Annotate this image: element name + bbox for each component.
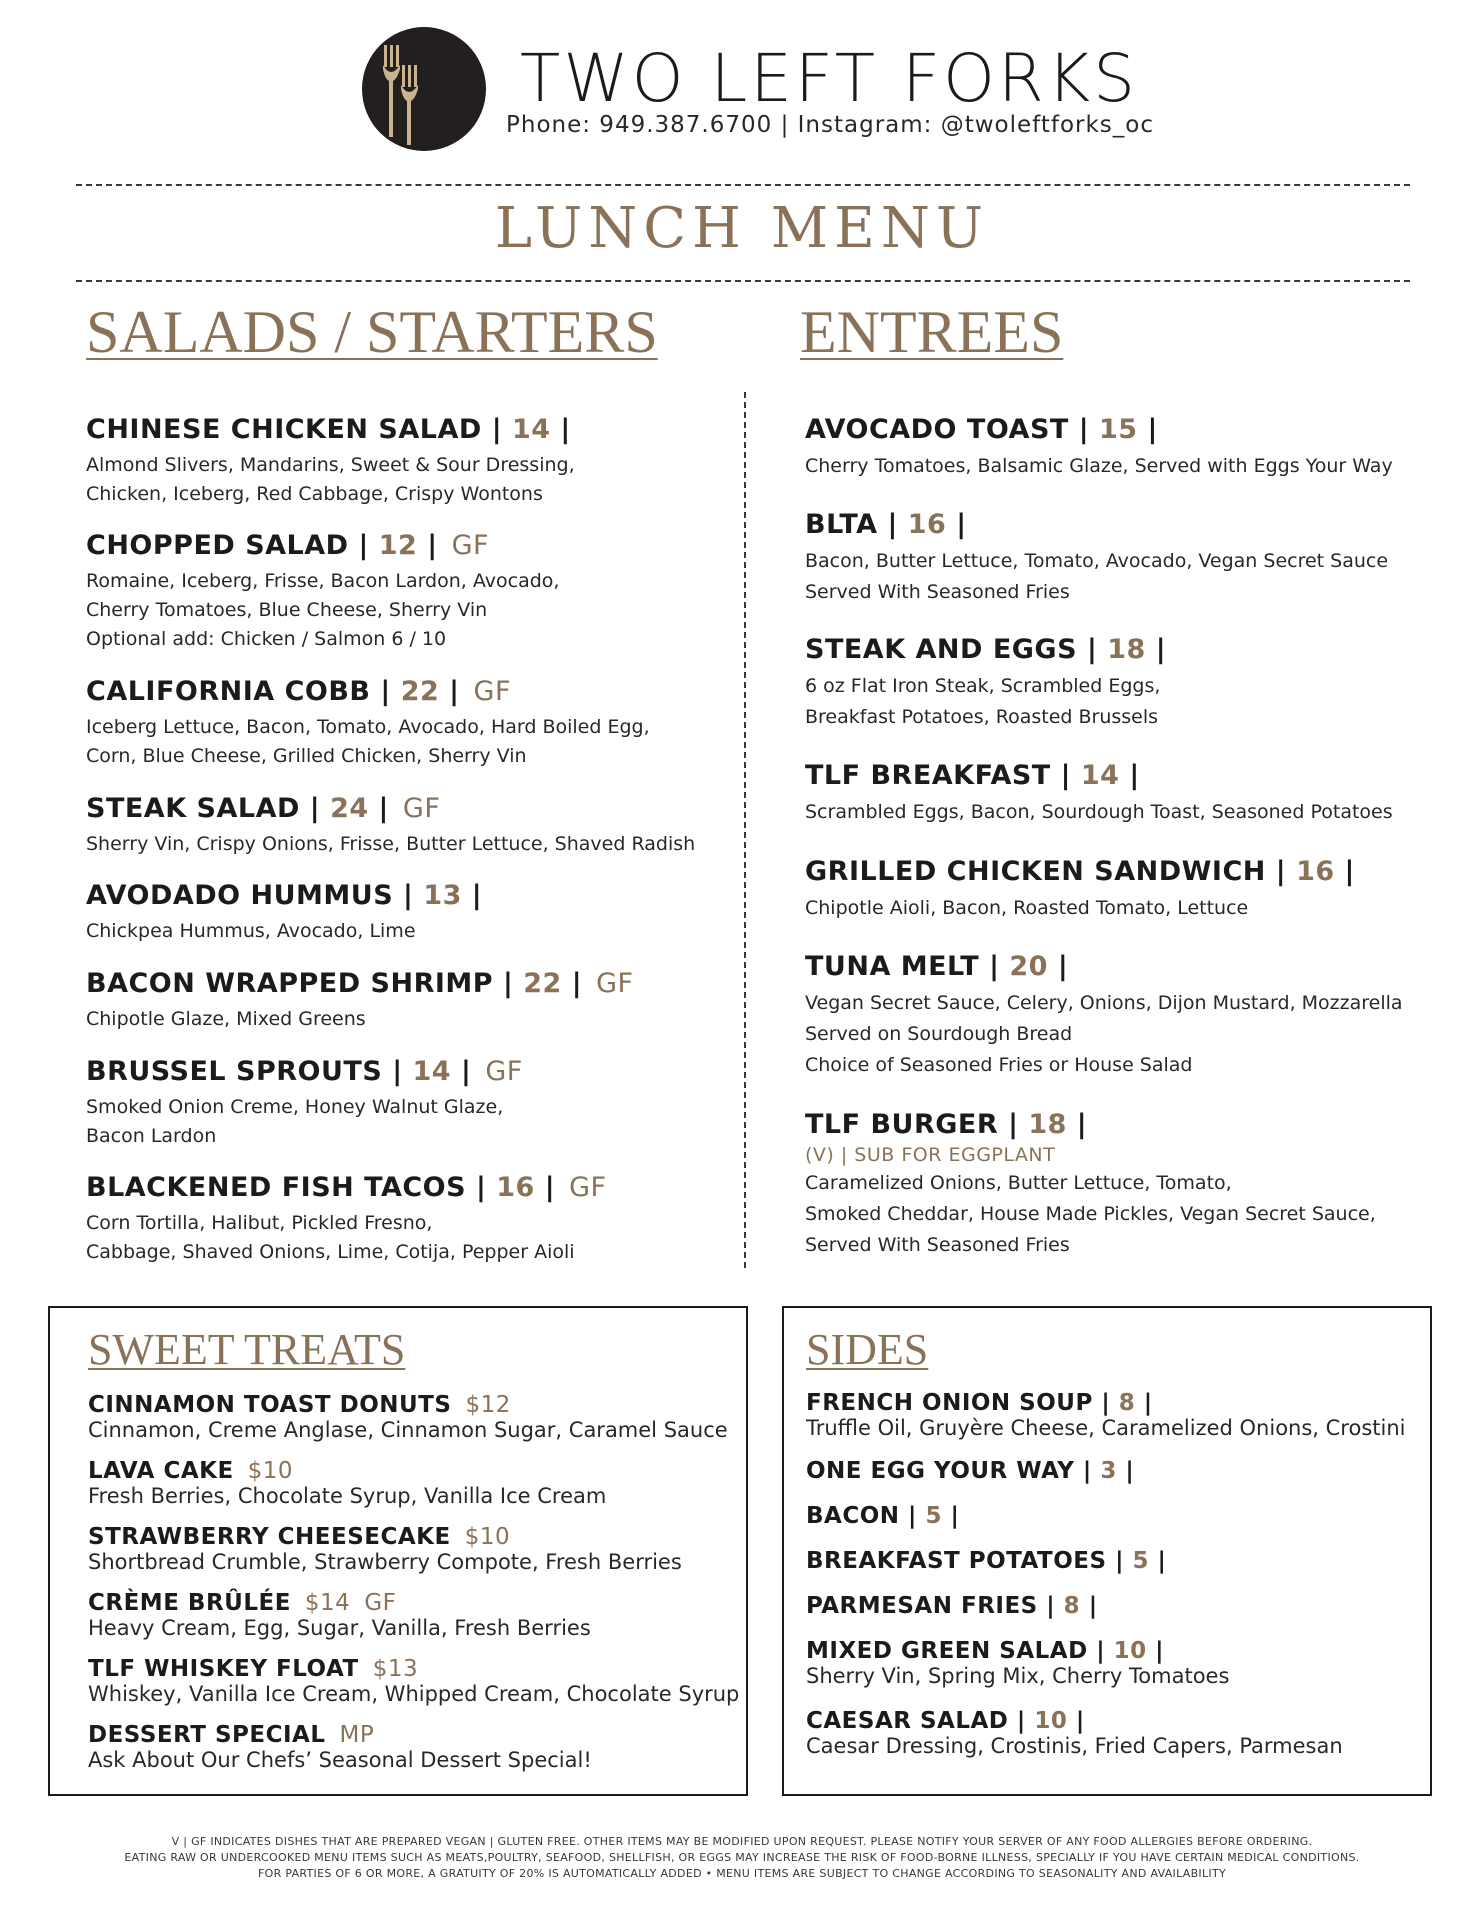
item-name: STEAK AND EGGS bbox=[805, 634, 1078, 665]
footer-line: V | GF INDICATES DISHES THAT ARE PREPARED VEGAN | GLUTEN FREE. OTHER ITEMS MAY BE MODIFIED UPON REQUEST. PLEASE NOTIFY YOUR SERVER OF ANY FOOD ALLERGIES BEFORE ORDERING. bbox=[171, 1835, 1313, 1848]
item-desc: Caesar Dressing, Crostinis, Fried Capers, Parmesan bbox=[806, 1734, 1343, 1758]
item-name: STRAWBERRY CHEESECAKE bbox=[88, 1524, 451, 1550]
item-name: BREAKFAST POTATOES bbox=[806, 1548, 1107, 1574]
column-divider bbox=[744, 392, 746, 1268]
item-price: 16 bbox=[496, 1172, 535, 1203]
item-desc: Cabbage, Shaved Onions, Lime, Cotija, Pepper Aioli bbox=[86, 1241, 575, 1263]
item-desc: Vegan Secret Sauce, Celery, Onions, Dijon Mustard, Mozzarella bbox=[805, 992, 1403, 1014]
side-item: PARMESAN FRIES | 8 | bbox=[806, 1593, 1098, 1619]
sides-title: SIDES bbox=[806, 1325, 929, 1374]
menu-item: TLF BURGER | 18 | (V) | SUB FOR EGGPLANT Caramelized Onions, Butter Lettuce, Tomato, Smoked Cheddar, House Made Pickles, Vegan Secret Sauce, Served With Seasoned Fries bbox=[805, 1109, 1484, 1261]
divider-bottom bbox=[76, 280, 1410, 282]
item-desc: Almond Slivers, Mandarins, Sweet & Sour Dressing, bbox=[86, 454, 575, 476]
side-item: CAESAR SALAD | 10 | Caesar Dressing, Crostinis, Fried Capers, Parmesan bbox=[806, 1708, 1343, 1758]
item-price: 15 bbox=[1099, 414, 1138, 445]
restaurant-name: TWO LEFT FORKS bbox=[520, 40, 1139, 117]
item-desc: Romaine, Iceberg, Frisse, Bacon Lardon, Avocado, bbox=[86, 570, 560, 592]
side-item: BREAKFAST POTATOES | 5 | bbox=[806, 1548, 1167, 1574]
item-desc: Heavy Cream, Egg, Sugar, Vanilla, Fresh Berries bbox=[88, 1616, 591, 1640]
item-name: CAESAR SALAD bbox=[806, 1708, 1009, 1734]
vegan-note: (V) | SUB FOR EGGPLANT bbox=[805, 1144, 1056, 1166]
item-price: 8 bbox=[1118, 1390, 1136, 1416]
item-price: 20 bbox=[1009, 951, 1048, 982]
item-price: 12 bbox=[378, 530, 418, 561]
item-price: 14 bbox=[511, 414, 551, 445]
item-price: 24 bbox=[330, 793, 369, 824]
item-price: 18 bbox=[1028, 1109, 1067, 1140]
item-name: TUNA MELT bbox=[805, 951, 980, 982]
menu-item: AVODADO HUMMUS | 13 | Chickpea Hummus, Avocado, Lime bbox=[86, 880, 786, 946]
gf-badge: GF bbox=[402, 793, 441, 824]
item-name: AVOCADO TOAST bbox=[805, 414, 1069, 445]
item-desc: Cinnamon, Creme Anglase, Cinnamon Sugar, Caramel Sauce bbox=[88, 1418, 728, 1442]
item-desc: Caramelized Onions, Butter Lettuce, Tomato, bbox=[805, 1172, 1232, 1194]
item-name: CHINESE CHICKEN SALAD bbox=[86, 414, 482, 445]
side-item: FRENCH ONION SOUP | 8 | Truffle Oil, Gruyère Cheese, Caramelized Onions, Crostini bbox=[806, 1390, 1406, 1440]
item-name: TLF BURGER bbox=[805, 1109, 999, 1140]
item-name: DESSERT SPECIAL bbox=[88, 1722, 326, 1748]
item-desc: Bacon, Butter Lettuce, Tomato, Avocado, Vegan Secret Sauce bbox=[805, 550, 1389, 572]
item-price: 14 bbox=[1080, 760, 1120, 791]
item-desc: Chipotle Glaze, Mixed Greens bbox=[86, 1008, 366, 1030]
menu-item: TUNA MELT | 20 | Vegan Secret Sauce, Celery, Onions, Dijon Mustard, Mozzarella Served on Sourdough Bread Choice of Seasoned Fries or House Salad bbox=[805, 951, 1484, 1081]
item-desc: Shortbread Crumble, Strawberry Compote, Fresh Berries bbox=[88, 1550, 682, 1574]
gf-badge: GF bbox=[364, 1590, 397, 1616]
item-desc: 6 oz Flat Iron Steak, Scrambled Eggs, bbox=[805, 675, 1161, 697]
item-name: PARMESAN FRIES bbox=[806, 1593, 1038, 1619]
menu-item: CHINESE CHICKEN SALAD | 14 | Almond Slivers, Mandarins, Sweet & Sour Dressing, Chicken, Iceberg, Red Cabbage, Crispy Wontons bbox=[86, 414, 786, 509]
gf-badge: GF bbox=[473, 676, 511, 707]
item-name: LAVA CAKE bbox=[88, 1458, 234, 1484]
sides-box bbox=[782, 1306, 1432, 1796]
item-desc: Fresh Berries, Chocolate Syrup, Vanilla Ice Cream bbox=[88, 1484, 607, 1508]
item-desc: Served With Seasoned Fries bbox=[805, 1234, 1070, 1256]
item-desc: Corn, Blue Cheese, Grilled Chicken, Sherry Vin bbox=[86, 745, 527, 767]
gf-badge: GF bbox=[485, 1056, 523, 1087]
item-name: TLF BREAKFAST bbox=[805, 760, 1051, 791]
item-price: 10 bbox=[1034, 1708, 1068, 1734]
item-desc: Smoked Cheddar, House Made Pickles, Vegan Secret Sauce, bbox=[805, 1203, 1376, 1225]
item-price: 16 bbox=[1296, 856, 1335, 887]
item-price: $10 bbox=[464, 1524, 511, 1550]
item-desc: Chicken, Iceberg, Red Cabbage, Crispy Wontons bbox=[86, 483, 543, 505]
item-price: $13 bbox=[372, 1656, 419, 1682]
item-name: CINNAMON TOAST DONUTS bbox=[88, 1392, 452, 1418]
menu-item: GRILLED CHICKEN SANDWICH | 16 | Chipotle Aioli, Bacon, Roasted Tomato, Lettuce bbox=[805, 856, 1484, 924]
item-desc: Choice of Seasoned Fries or House Salad bbox=[805, 1054, 1193, 1076]
item-name: BACON bbox=[806, 1503, 900, 1529]
item-name: MIXED GREEN SALAD bbox=[806, 1638, 1088, 1664]
item-price: 22 bbox=[523, 968, 562, 999]
item-name: CRÈME BRÛLÉE bbox=[88, 1590, 291, 1616]
item-price: 5 bbox=[1132, 1548, 1150, 1574]
item-desc: Cherry Tomatoes, Blue Cheese, Sherry Vin bbox=[86, 599, 488, 621]
item-name: BLACKENED FISH TACOS bbox=[86, 1172, 467, 1203]
menu-header bbox=[0, 0, 1484, 170]
item-desc: Bacon Lardon bbox=[86, 1125, 217, 1147]
item-desc: Scrambled Eggs, Bacon, Sourdough Toast, Seasoned Potatoes bbox=[805, 801, 1393, 823]
item-desc: Chickpea Hummus, Avocado, Lime bbox=[86, 920, 416, 942]
gf-badge: GF bbox=[451, 530, 490, 561]
menu-item: BLACKENED FISH TACOS | 16 | GF Corn Tortilla, Halibut, Pickled Fresno, Cabbage, Shaved Onions, Lime, Cotija, Pepper Aioli bbox=[86, 1172, 786, 1267]
menu-item: BLTA | 16 | Bacon, Butter Lettuce, Tomato, Avocado, Vegan Secret Sauce Served With Seasoned Fries bbox=[805, 509, 1484, 608]
item-desc: Sherry Vin, Spring Mix, Cherry Tomatoes bbox=[806, 1664, 1230, 1688]
menu-item: AVOCADO TOAST | 15 | Cherry Tomatoes, Balsamic Glaze, Served with Eggs Your Way bbox=[805, 414, 1484, 482]
item-name: FRENCH ONION SOUP bbox=[806, 1390, 1093, 1416]
item-desc: Served on Sourdough Bread bbox=[805, 1023, 1073, 1045]
dessert-item bbox=[88, 1524, 682, 1574]
item-name: ONE EGG YOUR WAY bbox=[806, 1458, 1075, 1484]
item-name: BACON WRAPPED SHRIMP bbox=[86, 968, 494, 999]
item-price: 3 bbox=[1100, 1458, 1117, 1484]
item-price: 18 bbox=[1107, 634, 1146, 665]
item-desc: Ask About Our Chefs’ Seasonal Dessert Special! bbox=[88, 1748, 592, 1772]
item-desc: Optional add: Chicken / Salmon 6 / 10 bbox=[86, 628, 447, 650]
side-item: BACON | 5 | bbox=[806, 1503, 960, 1529]
dessert-item bbox=[88, 1722, 592, 1772]
item-desc: Iceberg Lettuce, Bacon, Tomato, Avocado, Hard Boiled Egg, bbox=[86, 716, 650, 738]
item-price: 5 bbox=[925, 1503, 942, 1529]
item-name: STEAK SALAD bbox=[86, 793, 300, 824]
gf-badge: GF bbox=[569, 1172, 607, 1203]
sweet-treats-box bbox=[48, 1306, 748, 1796]
menu-item: STEAK SALAD | 24 | GF Sherry Vin, Crispy Onions, Frisse, Butter Lettuce, Shaved Radish bbox=[86, 793, 786, 859]
menu-item: CHOPPED SALAD | 12 | GF Romaine, Iceberg, Frisse, Bacon Lardon, Avocado, Cherry Tomatoes, Blue Cheese, Sherry Vin Optional add: Chicken / Salmon 6 / 10 bbox=[86, 530, 786, 654]
item-name: BRUSSEL SPROUTS bbox=[86, 1056, 383, 1087]
item-name: GRILLED CHICKEN SANDWICH bbox=[805, 856, 1266, 887]
menu-item: TLF BREAKFAST | 14 | Scrambled Eggs, Bacon, Sourdough Toast, Seasoned Potatoes bbox=[805, 760, 1484, 828]
footer-line: FOR PARTIES OF 6 OR MORE, A GRATUITY OF 20% IS AUTOMATICALLY ADDED • MENU ITEMS ARE SUBJECT TO CHANGE ACCORDING TO SEASONALITY AND AVAILABILITY bbox=[258, 1867, 1226, 1880]
menu-item: STEAK AND EGGS | 18 | 6 oz Flat Iron Steak, Scrambled Eggs, Breakfast Potatoes, Roasted Brussels bbox=[805, 634, 1484, 733]
item-price: 8 bbox=[1063, 1593, 1081, 1619]
item-price: 16 bbox=[907, 509, 947, 540]
item-name: TLF WHISKEY FLOAT bbox=[88, 1656, 359, 1682]
dessert-item bbox=[88, 1458, 606, 1508]
contact-info: Phone: 949.387.6700 | Instagram: @twoleftforks_oc bbox=[506, 112, 1154, 138]
divider-top bbox=[76, 184, 1410, 186]
sweet-treats-title: SWEET TREATS bbox=[88, 1325, 406, 1374]
menu-title: LUNCH MENU bbox=[494, 196, 990, 261]
item-name: CALIFORNIA COBB bbox=[86, 676, 371, 707]
footer-disclaimer bbox=[0, 1834, 1484, 1882]
side-item: ONE EGG YOUR WAY | 3 | bbox=[806, 1458, 1135, 1484]
menu-item: CALIFORNIA COBB | 22 | GF Iceberg Lettuce, Bacon, Tomato, Avocado, Hard Boiled Egg, Corn, Blue Cheese, Grilled Chicken, Sherry Vin bbox=[86, 676, 786, 771]
dessert-item bbox=[88, 1392, 728, 1442]
item-desc: Corn Tortilla, Halibut, Pickled Fresno, bbox=[86, 1212, 433, 1234]
item-price: 22 bbox=[400, 676, 440, 707]
menu-item: BRUSSEL SPROUTS | 14 | GF Smoked Onion Creme, Honey Walnut Glaze, Bacon Lardon bbox=[86, 1056, 786, 1151]
dessert-item bbox=[88, 1590, 591, 1640]
item-desc: Chipotle Aioli, Bacon, Roasted Tomato, Lettuce bbox=[805, 897, 1249, 919]
item-desc: Breakfast Potatoes, Roasted Brussels bbox=[805, 706, 1159, 728]
side-item: MIXED GREEN SALAD | 10 | Sherry Vin, Spring Mix, Cherry Tomatoes bbox=[806, 1638, 1230, 1688]
item-desc: Whiskey, Vanilla Ice Cream, Whipped Cream, Chocolate Syrup bbox=[88, 1682, 740, 1706]
item-price: MP bbox=[339, 1722, 375, 1748]
gf-badge: GF bbox=[596, 968, 634, 999]
item-desc: Sherry Vin, Crispy Onions, Frisse, Butter Lettuce, Shaved Radish bbox=[86, 833, 696, 855]
item-name: BLTA bbox=[805, 509, 878, 540]
item-price: $10 bbox=[247, 1458, 294, 1484]
item-price: 10 bbox=[1113, 1638, 1147, 1664]
footer-line: EATING RAW OR UNDERCOOKED MENU ITEMS SUCH AS MEATS,POULTRY, SEAFOOD, SHELLFISH, OR EGGS MAY INCREASE THE RISK OF FOOD-BORNE ILLNESS, SPECIALLY IF YOU HAVE CERTAIN MEDICAL CONDITIONS. bbox=[124, 1851, 1360, 1864]
item-price: 14 bbox=[412, 1056, 452, 1087]
item-desc: Smoked Onion Creme, Honey Walnut Glaze, bbox=[86, 1096, 504, 1118]
dessert-item bbox=[88, 1656, 739, 1706]
salads-title: SALADS / STARTERS bbox=[86, 299, 658, 365]
item-price: $14 bbox=[304, 1590, 351, 1616]
item-name: CHOPPED SALAD bbox=[86, 530, 349, 561]
menu-item: BACON WRAPPED SHRIMP | 22 | GF Chipotle Glaze, Mixed Greens bbox=[86, 968, 786, 1034]
item-desc: Served With Seasoned Fries bbox=[805, 581, 1070, 603]
item-desc: Cherry Tomatoes, Balsamic Glaze, Served with Eggs Your Way bbox=[805, 455, 1393, 477]
item-name: AVODADO HUMMUS bbox=[86, 880, 394, 911]
entrees-title: ENTREES bbox=[800, 299, 1064, 365]
item-price: $12 bbox=[465, 1392, 511, 1418]
item-desc: Truffle Oil, Gruyère Cheese, Caramelized Onions, Crostini bbox=[806, 1416, 1406, 1440]
item-price: 13 bbox=[423, 880, 462, 911]
two-forks-icon bbox=[362, 27, 486, 151]
